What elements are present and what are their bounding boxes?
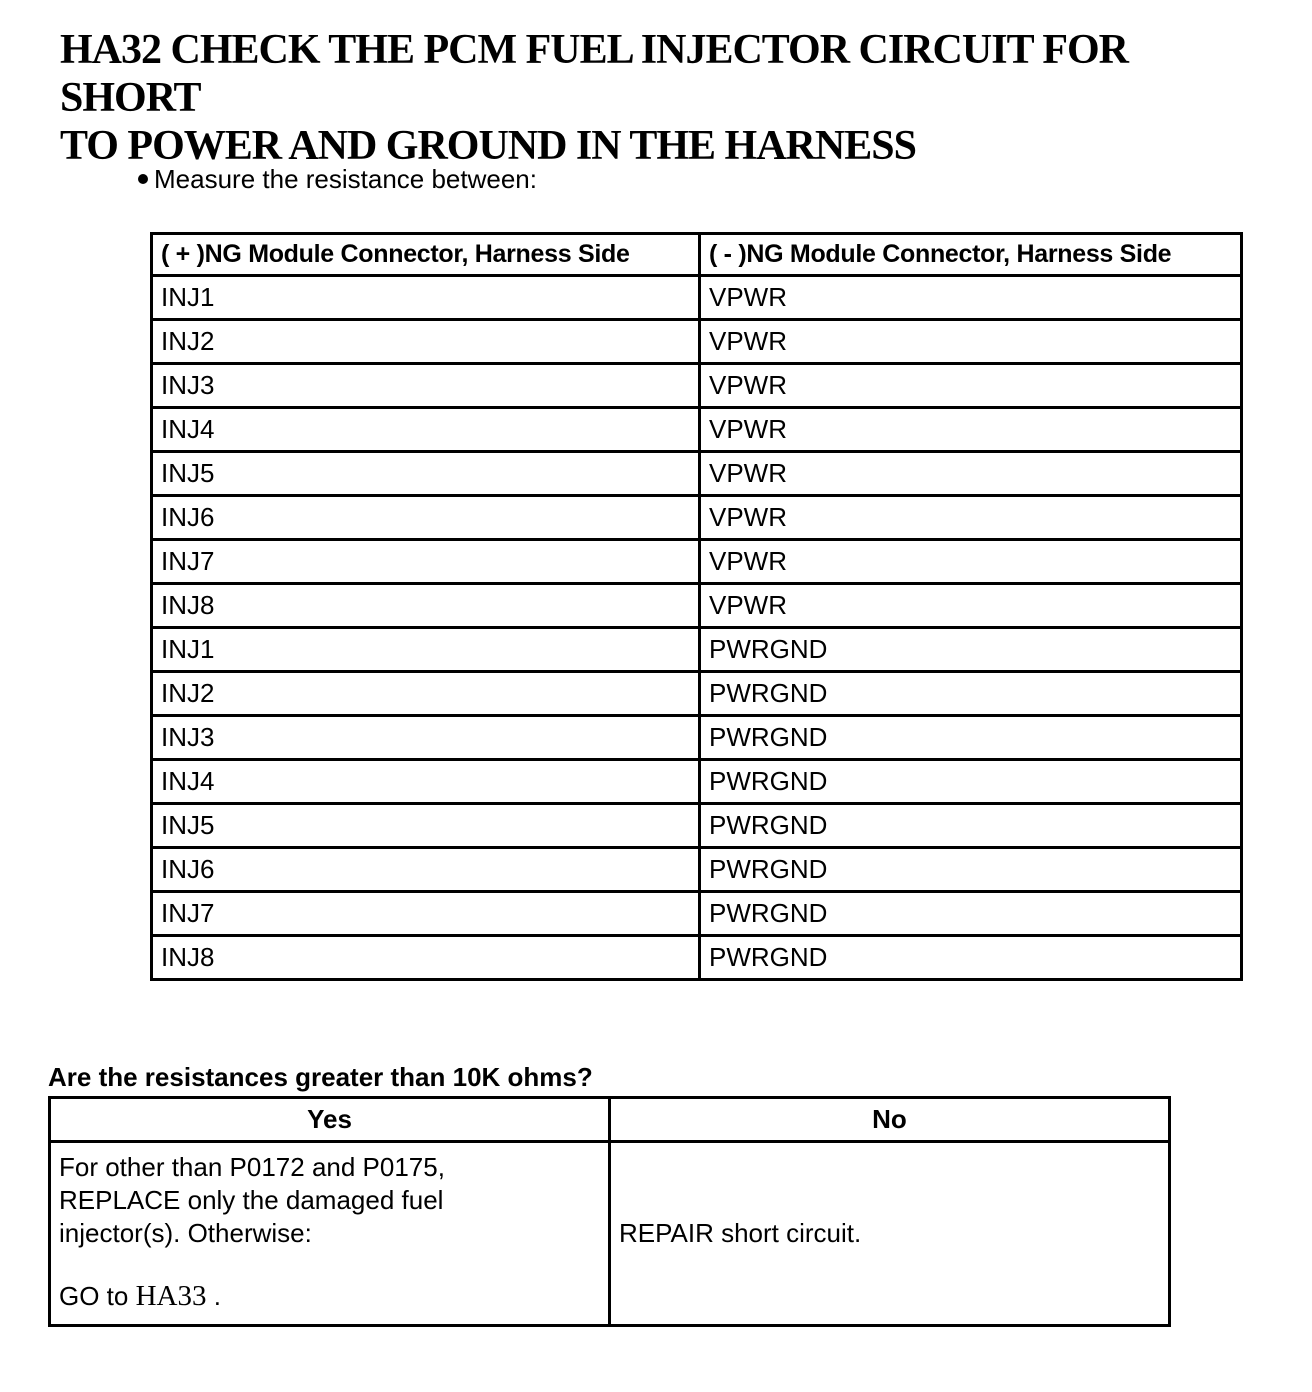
- injector-cell: INJ6: [152, 496, 700, 540]
- table-header-row: [152, 234, 1242, 276]
- ha33-link[interactable]: HA33: [135, 1280, 207, 1312]
- table-row: [152, 540, 1242, 584]
- injector-cell: INJ2: [152, 320, 700, 364]
- table-row: [152, 848, 1242, 892]
- table-row: [152, 452, 1242, 496]
- table-row: [152, 804, 1242, 848]
- circuit-cell: VPWR: [700, 584, 1242, 628]
- injector-cell: INJ3: [152, 716, 700, 760]
- circuit-cell: PWRGND: [700, 672, 1242, 716]
- no-column-header: No: [610, 1098, 1170, 1142]
- injector-cell: INJ2: [152, 672, 700, 716]
- circuit-cell: PWRGND: [700, 892, 1242, 936]
- bullet-icon: [138, 174, 148, 184]
- instruction-bullet: [138, 164, 537, 194]
- circuit-cell: VPWR: [700, 408, 1242, 452]
- decision-table: [48, 1096, 1171, 1327]
- table-row: [152, 276, 1242, 320]
- injector-cell: INJ4: [152, 408, 700, 452]
- page-title-line1: HA32 CHECK THE PCM FUEL INJECTOR CIRCUIT FOR SHORT: [60, 27, 1128, 121]
- injector-cell: INJ1: [152, 628, 700, 672]
- measurement-table: [150, 232, 1243, 981]
- circuit-cell: VPWR: [700, 496, 1242, 540]
- table-row: [152, 716, 1242, 760]
- go-to-suffix: .: [206, 1281, 221, 1311]
- page-title: [60, 26, 1270, 170]
- table-row: [152, 760, 1242, 804]
- table-row: [152, 672, 1242, 716]
- circuit-cell: VPWR: [700, 276, 1242, 320]
- yes-action-cell: [50, 1142, 610, 1326]
- injector-cell: INJ4: [152, 760, 700, 804]
- circuit-cell: PWRGND: [700, 804, 1242, 848]
- no-action-cell: [610, 1142, 1170, 1326]
- question-text: Are the resistances greater than 10K ohms?: [48, 1062, 593, 1092]
- yes-action-line: For other than P0172 and P0175,: [59, 1152, 445, 1182]
- yes-action-line: injector(s). Otherwise:: [59, 1218, 312, 1248]
- injector-cell: INJ8: [152, 936, 700, 980]
- page-title-line2: TO POWER AND GROUND IN THE HARNESS: [60, 123, 916, 169]
- injector-cell: INJ5: [152, 452, 700, 496]
- go-to-line: [59, 1280, 600, 1313]
- table-row: [152, 320, 1242, 364]
- spacer: [59, 1250, 600, 1280]
- injector-cell: INJ5: [152, 804, 700, 848]
- circuit-cell: VPWR: [700, 364, 1242, 408]
- circuit-cell: PWRGND: [700, 760, 1242, 804]
- decision-body-row: [50, 1142, 1170, 1326]
- table-row: [152, 936, 1242, 980]
- circuit-cell: VPWR: [700, 540, 1242, 584]
- injector-cell: INJ6: [152, 848, 700, 892]
- table-row: [152, 408, 1242, 452]
- injector-cell: INJ1: [152, 276, 700, 320]
- decision-header-row: [50, 1098, 1170, 1142]
- table-row: [152, 584, 1242, 628]
- injector-cell: INJ3: [152, 364, 700, 408]
- yes-column-header: Yes: [50, 1098, 610, 1142]
- table-row: [152, 628, 1242, 672]
- injector-cell: INJ7: [152, 892, 700, 936]
- injector-cell: INJ7: [152, 540, 700, 584]
- circuit-cell: PWRGND: [700, 848, 1242, 892]
- circuit-cell: PWRGND: [700, 628, 1242, 672]
- go-to-prefix: GO to: [59, 1281, 136, 1311]
- no-action-text: REPAIR short circuit.: [619, 1218, 862, 1248]
- circuit-cell: VPWR: [700, 320, 1242, 364]
- injector-cell: INJ8: [152, 584, 700, 628]
- circuit-cell: VPWR: [700, 452, 1242, 496]
- column-header-negative: ( - )NG Module Connector, Harness Side: [700, 234, 1242, 276]
- table-row: [152, 496, 1242, 540]
- circuit-cell: PWRGND: [700, 936, 1242, 980]
- instruction-text: Measure the resistance between:: [154, 164, 537, 194]
- table-row: [152, 364, 1242, 408]
- yes-action-line: REPLACE only the damaged fuel: [59, 1185, 444, 1215]
- column-header-positive: ( + )NG Module Connector, Harness Side: [152, 234, 700, 276]
- table-row: [152, 892, 1242, 936]
- circuit-cell: PWRGND: [700, 716, 1242, 760]
